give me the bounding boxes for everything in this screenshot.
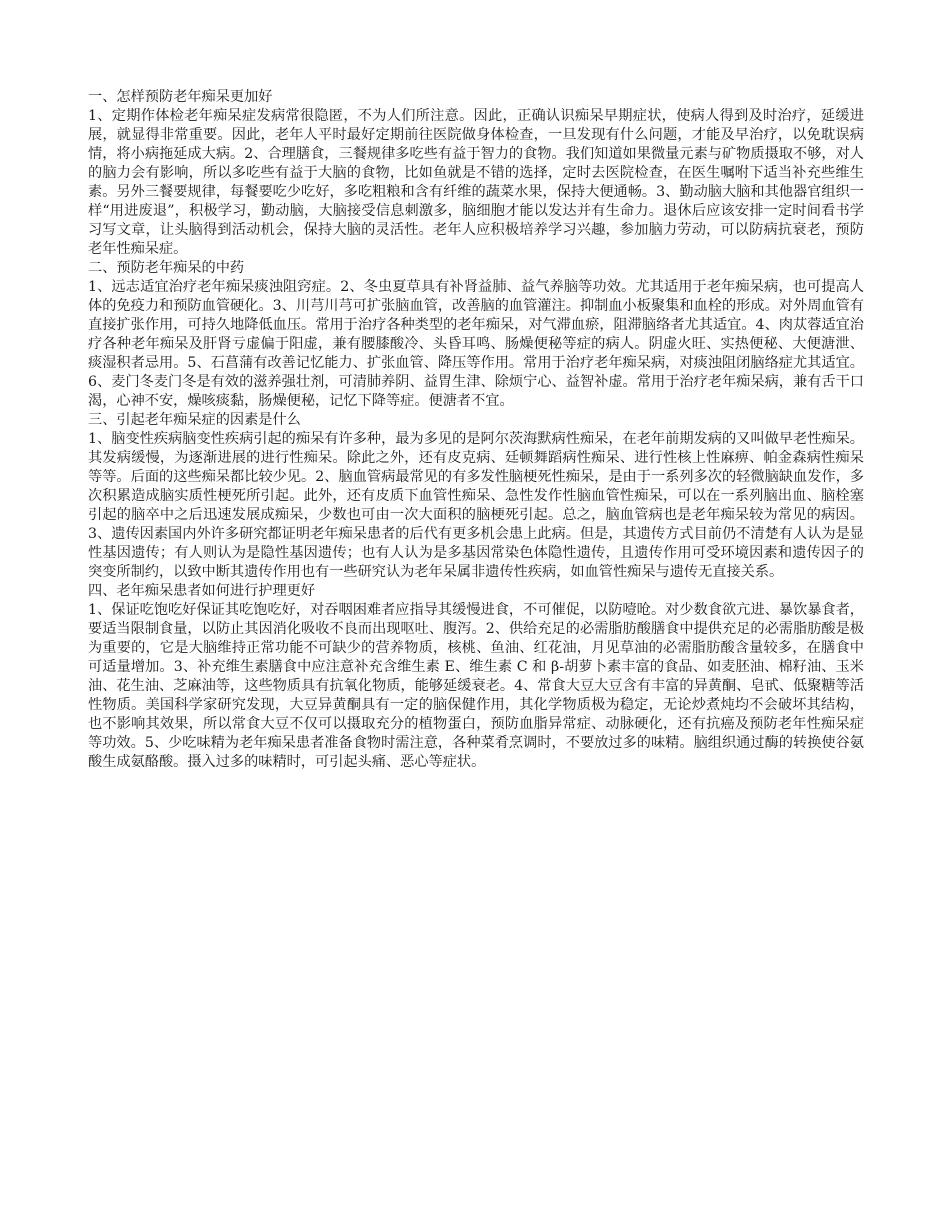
section-care xyxy=(88,582,864,772)
section-paragraph: 1、脑变性疾病脑变性疾病引起的痴呆有许多种，最为多见的是阿尔茨海默病性痴呆，在老年前期发病的又叫做早老性痴呆。其发病缓慢，为逐渐进展的进行性痴呆。除此之外，还有皮克病、廷顿舞蹈病性痴呆、进行性核上性麻痹、帕金森病性痴呆等等。后面的这些痴呆都比较少见。2、脑血管病最常见的有多发性脑梗死性痴呆，是由于一系列多次的轻微脑缺血发作，多次积累造成脑实质性梗死所引起。此外，还有皮质下血管性痴呆、急性发作性脑血管性痴呆，可以在一系列脑出血、脑栓塞引起的脑卒中之后迅速发展成痴呆，少数也可由一次大面积的脑梗死引起。总之，脑血管病也是老年痴呆较为常见的病因。3、遗传因素国内外许多研究都证明老年痴呆患者的后代有更多机会患上此病。但是，其遗传方式目前仍不清楚有人认为是显性基因遗传；有人则认为是隐性基因遗传；也有人认为是多基因常染色体隐性遗传，且遗传作用可受环境因素和遗传因子的突变所制约，以致中断其遗传作用也有一些研究认为老年呆属非遗传性疾病，如血管性痴呆与遗传无直接关系。 xyxy=(88,431,864,580)
section-paragraph: 1、定期作体检老年痴呆症发病常很隐匿，不为人们所注意。因此，正确认识痴呆早期症状，使病人得到及时治疗，延缓进展，就显得非常重要。因此，老年人平时最好定期前往医院做身体检查，一旦发现有什么问题，才能及早治疗，以免耽误病情，将小病拖延成大病。2、合理膳食，三餐规律多吃些有益于智力的食物。我们知道如果微量元素与矿物质摄取不够，对人的脑力会有影响，所以多吃些有益于大脑的食物，比如鱼就是不错的选择，定时去医院检查，在医生嘱咐下适当补充些维生素。另外三餐要规律，每餐要吃少吃好，多吃粗粮和含有纤维的蔬菜水果，保持大便通畅。3、勤动脑大脑和其他器官组织一样“用进废退”，积极学习，勤动脑，大脑接受信息刺激多，脑细胞才能以发达并有生命力。退休后应该安排一定时间看书学习写文章，让头脑得到活动机会，保持大脑的灵活性。老年人应积极培养学习兴趣，参加脑力劳动，可以防病抗衰老，预防老年性痴呆症。 xyxy=(88,108,864,257)
section-heading: 四、老年痴呆患者如何进行护理更好 xyxy=(88,583,316,599)
section-prevention xyxy=(88,88,864,259)
section-heading: 一、怎样预防老年痴呆更加好 xyxy=(88,89,273,105)
section-heading: 三、引起老年痴呆症的因素是什么 xyxy=(88,412,301,428)
section-heading: 二、预防老年痴呆的中药 xyxy=(88,260,245,276)
document-page xyxy=(88,88,864,772)
section-herbal-medicine xyxy=(88,259,864,411)
section-causes xyxy=(88,411,864,582)
section-paragraph: 1、保证吃饱吃好保证其吃饱吃好，对吞咽困难者应指导其缓慢进食，不可催促，以防噎呛。对少数食欲亢进、暴饮暴食者，要适当限制食量，以防止其因消化吸收不良而出现呕吐、腹泻。2、供给充足的必需脂肪酸膳食中提供充足的必需脂肪酸是极为重要的，它是大脑维持正常功能不可缺少的营养物质，核桃、鱼油、红花油，月见草油的必需脂肪酸含量较多，在膳食中可适量增加。3、补充维生素膳食中应注意补充含维生素 E、维生素 C 和 β-胡萝卜素丰富的食品、如麦胚油、棉籽油、玉米油、花生油、芝麻油等，这些物质具有抗氧化物质，能够延缓衰老。4、常食大豆大豆含有丰富的异黄酮、皂甙、低聚糖等活性物质。美国科学家研究发现，大豆异黄酮具有一定的脑保健作用，其化学物质极为稳定，无论炒煮炖均不会破坏其结构，也不影响其效果，所以常食大豆不仅可以摄取充分的植物蛋白，预防血脂异常症、动脉硬化，还有抗癌及预防老年性痴呆症等功效。5、少吃味精为老年痴呆患者准备食物时需注意，各种菜肴烹调时，不要放过多的味精。脑组织通过酶的转换使谷氨酸生成氨酪酸。摄入过多的味精时，可引起头痛、恶心等症状。 xyxy=(88,602,864,770)
section-paragraph: 1、远志适宜治疗老年痴呆痰浊阻窍症。2、冬虫夏草具有补肾益肺、益气养脑等功效。尤其适用于老年痴呆病，也可提高人体的免疫力和预防血管硬化。3、川芎川芎可扩张脑血管，改善脑的血管灌注。抑制血小板聚集和血栓的形成。对外周血管有直接扩张作用，可持久地降低血压。常用于治疗各种类型的老年痴呆，对气滞血瘀，阻滞脑络者尤其适宜。4、肉苁蓉适宜治疗各种老年痴呆及肝肾亏虚偏于阳虚，兼有腰膝酸冷、头昏耳鸣、肠燥便秘等症的病人。阴虚火旺、实热便秘、大便溏泄、痰湿积者忌用。5、石菖蒲有改善记忆能力、扩张血管、降压等作用。常用于治疗老年痴呆病，对痰浊阻闭脑络症尤其适宜。6、麦门冬麦门冬是有效的滋养强壮剂，可清肺养阴、益胃生津、除烦宁心、益智补虚。常用于治疗老年痴呆病，兼有舌干口渴，心神不安，燥咳痰黏，肠燥便秘，记忆下降等症。便溏者不宜。 xyxy=(88,279,864,409)
